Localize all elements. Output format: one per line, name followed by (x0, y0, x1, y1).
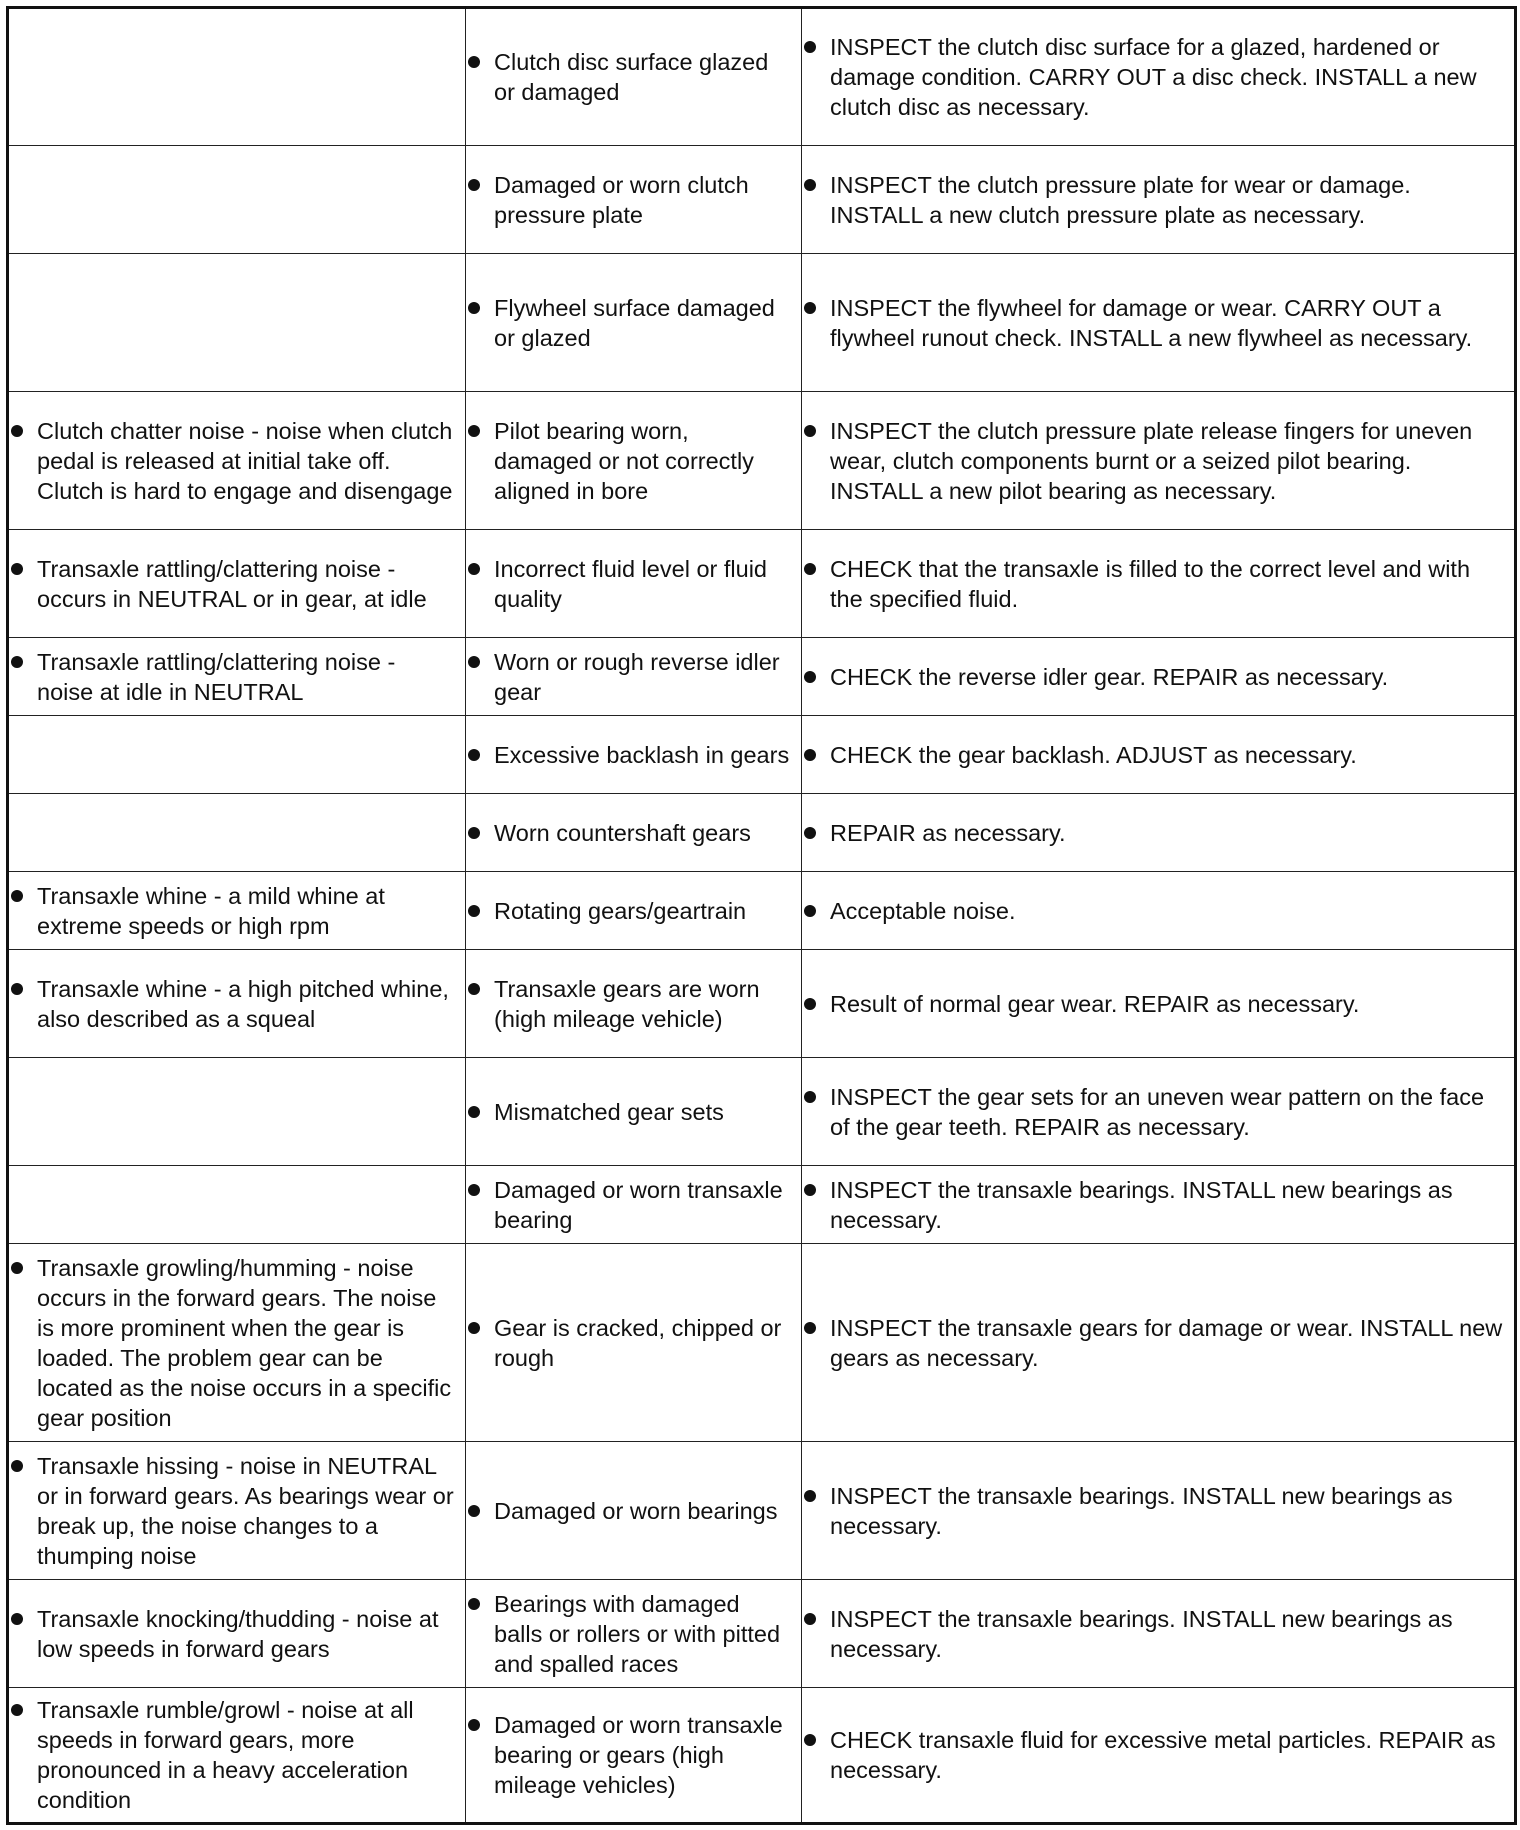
bullet-icon (804, 1613, 816, 1625)
action-cell (802, 1244, 1516, 1442)
table-row (8, 1580, 1516, 1688)
bullet-icon (804, 998, 816, 1010)
cause-cell (466, 1244, 802, 1442)
bullet-icon (11, 1613, 23, 1625)
cause-cell (466, 1058, 802, 1166)
cause-cell (466, 1688, 802, 1824)
action-cell (802, 1688, 1516, 1824)
action-cell (802, 1442, 1516, 1580)
bullet-icon (11, 563, 23, 575)
cause-text: Flywheel surface damaged or glazed (494, 294, 775, 351)
cause-text: Clutch disc surface glazed or damaged (494, 49, 769, 105)
symptom-cell-empty (8, 146, 466, 254)
table-row (8, 254, 1516, 392)
table-row (8, 794, 1516, 872)
bullet-icon (804, 302, 816, 314)
bullet-icon (804, 563, 816, 575)
bullet-icon (804, 1184, 816, 1196)
cause-text: Worn countershaft gears (494, 819, 751, 846)
symptom-text: Transaxle rattling/clattering noise - occurs in NEUTRAL or in gear, at idle (37, 555, 427, 612)
symptom-cell-empty (8, 1166, 466, 1244)
table-row (8, 1166, 1516, 1244)
table-row (8, 716, 1516, 794)
action-text: INSPECT the flywheel for damage or wear. CARRY OUT a flywheel runout check. INSTALL a new flywheel as necessary. (830, 294, 1473, 351)
bullet-icon (468, 56, 480, 68)
bullet-icon (804, 905, 816, 917)
symptom-text: Transaxle rattling/clattering noise - noise at idle in NEUTRAL (37, 648, 396, 705)
diagnosis-sheet (6, 6, 1514, 1824)
cause-cell (466, 8, 802, 146)
action-cell (802, 146, 1516, 254)
action-cell (802, 638, 1516, 716)
action-text: CHECK transaxle fluid for excessive metal particles. REPAIR as necessary. (830, 1727, 1496, 1783)
action-cell (802, 950, 1516, 1058)
bullet-icon (468, 656, 480, 668)
action-text: INSPECT the clutch pressure plate for wear or damage. INSTALL a new clutch pressure plate as necessary. (830, 171, 1411, 228)
action-text: INSPECT the transaxle bearings. INSTALL new bearings as necessary. (830, 1482, 1453, 1539)
bullet-icon (804, 1322, 816, 1334)
action-text: Result of normal gear wear. REPAIR as necessary. (830, 990, 1360, 1017)
symptom-cell (8, 638, 466, 716)
cause-text: Damaged or worn clutch pressure plate (494, 171, 749, 228)
symptom-cell-empty (8, 716, 466, 794)
cause-cell (466, 1166, 802, 1244)
bullet-icon (11, 1262, 23, 1274)
table-row (8, 8, 1516, 146)
table-row (8, 638, 1516, 716)
bullet-icon (11, 1460, 23, 1472)
bullet-icon (468, 827, 480, 839)
table-row (8, 530, 1516, 638)
cause-text: Rotating gears/geartrain (494, 897, 747, 924)
symptom-text: Transaxle rumble/growl - noise at all speeds in forward gears, more pronounced in a heavy acceleration condition (37, 1697, 414, 1813)
table-row (8, 1244, 1516, 1442)
bullet-icon (468, 179, 480, 191)
symptom-cell-empty (8, 794, 466, 872)
cause-cell (466, 530, 802, 638)
action-text: INSPECT the gear sets for an uneven wear pattern on the face of the gear teeth. REPAIR as necessary. (830, 1083, 1485, 1140)
cause-text: Mismatched gear sets (494, 1098, 724, 1125)
symptom-cell (8, 950, 466, 1058)
cause-cell (466, 638, 802, 716)
cause-text: Excessive backlash in gears (494, 741, 790, 768)
bullet-icon (11, 656, 23, 668)
bullet-icon (11, 425, 23, 437)
cause-cell (466, 1580, 802, 1688)
cause-text: Transaxle gears are worn (high mileage vehicle) (494, 975, 760, 1032)
symptom-cell (8, 392, 466, 530)
action-cell (802, 1166, 1516, 1244)
table-row (8, 1442, 1516, 1580)
table-row (8, 1688, 1516, 1824)
bullet-icon (804, 827, 816, 839)
bullet-icon (11, 1704, 23, 1716)
cause-text: Pilot bearing worn, damaged or not correctly aligned in bore (494, 417, 754, 504)
bullet-icon (11, 890, 23, 902)
bullet-icon (468, 983, 480, 995)
symptom-cell (8, 872, 466, 950)
bullet-icon (804, 179, 816, 191)
action-cell (802, 254, 1516, 392)
action-text: CHECK that the transaxle is filled to the correct level and with the specified fluid. (830, 555, 1471, 612)
table-row (8, 146, 1516, 254)
bullet-icon (804, 749, 816, 761)
cause-text: Gear is cracked, chipped or rough (494, 1314, 782, 1371)
action-cell (802, 392, 1516, 530)
action-cell (802, 872, 1516, 950)
cause-cell (466, 716, 802, 794)
symptom-text: Clutch chatter noise - noise when clutch pedal is released at initial take off. Clutch is hard to engage and disengage (37, 417, 453, 504)
bullet-icon (468, 1505, 480, 1517)
action-cell (802, 1580, 1516, 1688)
bullet-icon (468, 1598, 480, 1610)
action-cell (802, 8, 1516, 146)
bullet-icon (468, 749, 480, 761)
bullet-icon (804, 671, 816, 683)
action-cell (802, 794, 1516, 872)
symptom-cell (8, 1688, 466, 1824)
bullet-icon (468, 1184, 480, 1196)
symptom-chart-table (6, 6, 1517, 1825)
cause-text: Incorrect fluid level or fluid quality (494, 555, 767, 612)
symptom-text: Transaxle whine - a high pitched whine, also described as a squeal (37, 975, 449, 1032)
action-text: CHECK the reverse idler gear. REPAIR as necessary. (830, 663, 1389, 690)
symptom-cell-empty (8, 1058, 466, 1166)
action-text: INSPECT the transaxle bearings. INSTALL new bearings as necessary. (830, 1176, 1453, 1233)
action-cell (802, 1058, 1516, 1166)
bullet-icon (468, 563, 480, 575)
cause-text: Damaged or worn transaxle bearing or gears (high mileage vehicles) (494, 1712, 783, 1798)
bullet-icon (11, 983, 23, 995)
symptom-cell (8, 1244, 466, 1442)
symptom-text: Transaxle growling/humming - noise occurs in the forward gears. The noise is more prominent when the gear is loaded. The problem gear can be located as the noise occurs in a specific gear position (37, 1254, 452, 1431)
action-text: INSPECT the transaxle gears for damage or wear. INSTALL new gears as necessary. (830, 1314, 1503, 1371)
action-cell (802, 530, 1516, 638)
table-row (8, 872, 1516, 950)
symptom-cell (8, 1442, 466, 1580)
cause-text: Bearings with damaged balls or rollers or with pitted and spalled races (494, 1590, 781, 1677)
cause-text: Worn or rough reverse idler gear (494, 648, 780, 705)
cause-cell (466, 872, 802, 950)
bullet-icon (468, 1719, 480, 1731)
action-text: INSPECT the transaxle bearings. INSTALL new bearings as necessary. (830, 1605, 1453, 1662)
symptom-cell-empty (8, 8, 466, 146)
bullet-icon (804, 41, 816, 53)
action-text: INSPECT the clutch disc surface for a glazed, hardened or damage condition. CARRY OUT a disc check. INSTALL a new clutch disc as necessary. (830, 34, 1477, 120)
symptom-cell (8, 1580, 466, 1688)
bullet-icon (804, 1734, 816, 1746)
action-text: INSPECT the clutch pressure plate release fingers for uneven wear, clutch components burnt or a seized pilot bearing. INSTALL a new pilot bearing as necessary. (830, 417, 1473, 504)
cause-text: Damaged or worn bearings (494, 1497, 778, 1524)
bullet-icon (468, 302, 480, 314)
symptom-text: Transaxle hissing - noise in NEUTRAL or in forward gears. As bearings wear or break up, the noise changes to a thumping noise (37, 1452, 454, 1569)
symptom-cell (8, 530, 466, 638)
cause-cell (466, 794, 802, 872)
bullet-icon (804, 1091, 816, 1103)
cause-cell (466, 146, 802, 254)
cause-cell (466, 1442, 802, 1580)
cause-cell (466, 392, 802, 530)
action-text: REPAIR as necessary. (830, 819, 1066, 846)
bullet-icon (468, 425, 480, 437)
table-row (8, 392, 1516, 530)
bullet-icon (468, 905, 480, 917)
symptom-text: Transaxle whine - a mild whine at extreme speeds or high rpm (37, 882, 385, 939)
cause-text: Damaged or worn transaxle bearing (494, 1176, 783, 1233)
bullet-icon (468, 1106, 480, 1118)
bullet-icon (804, 1490, 816, 1502)
action-text: Acceptable noise. (830, 897, 1016, 924)
symptom-cell-empty (8, 254, 466, 392)
bullet-icon (468, 1322, 480, 1334)
cause-cell (466, 950, 802, 1058)
table-row (8, 1058, 1516, 1166)
cause-cell (466, 254, 802, 392)
table-row (8, 950, 1516, 1058)
bullet-icon (804, 425, 816, 437)
action-cell (802, 716, 1516, 794)
symptom-text: Transaxle knocking/thudding - noise at low speeds in forward gears (37, 1605, 439, 1662)
action-text: CHECK the gear backlash. ADJUST as necessary. (830, 741, 1357, 768)
